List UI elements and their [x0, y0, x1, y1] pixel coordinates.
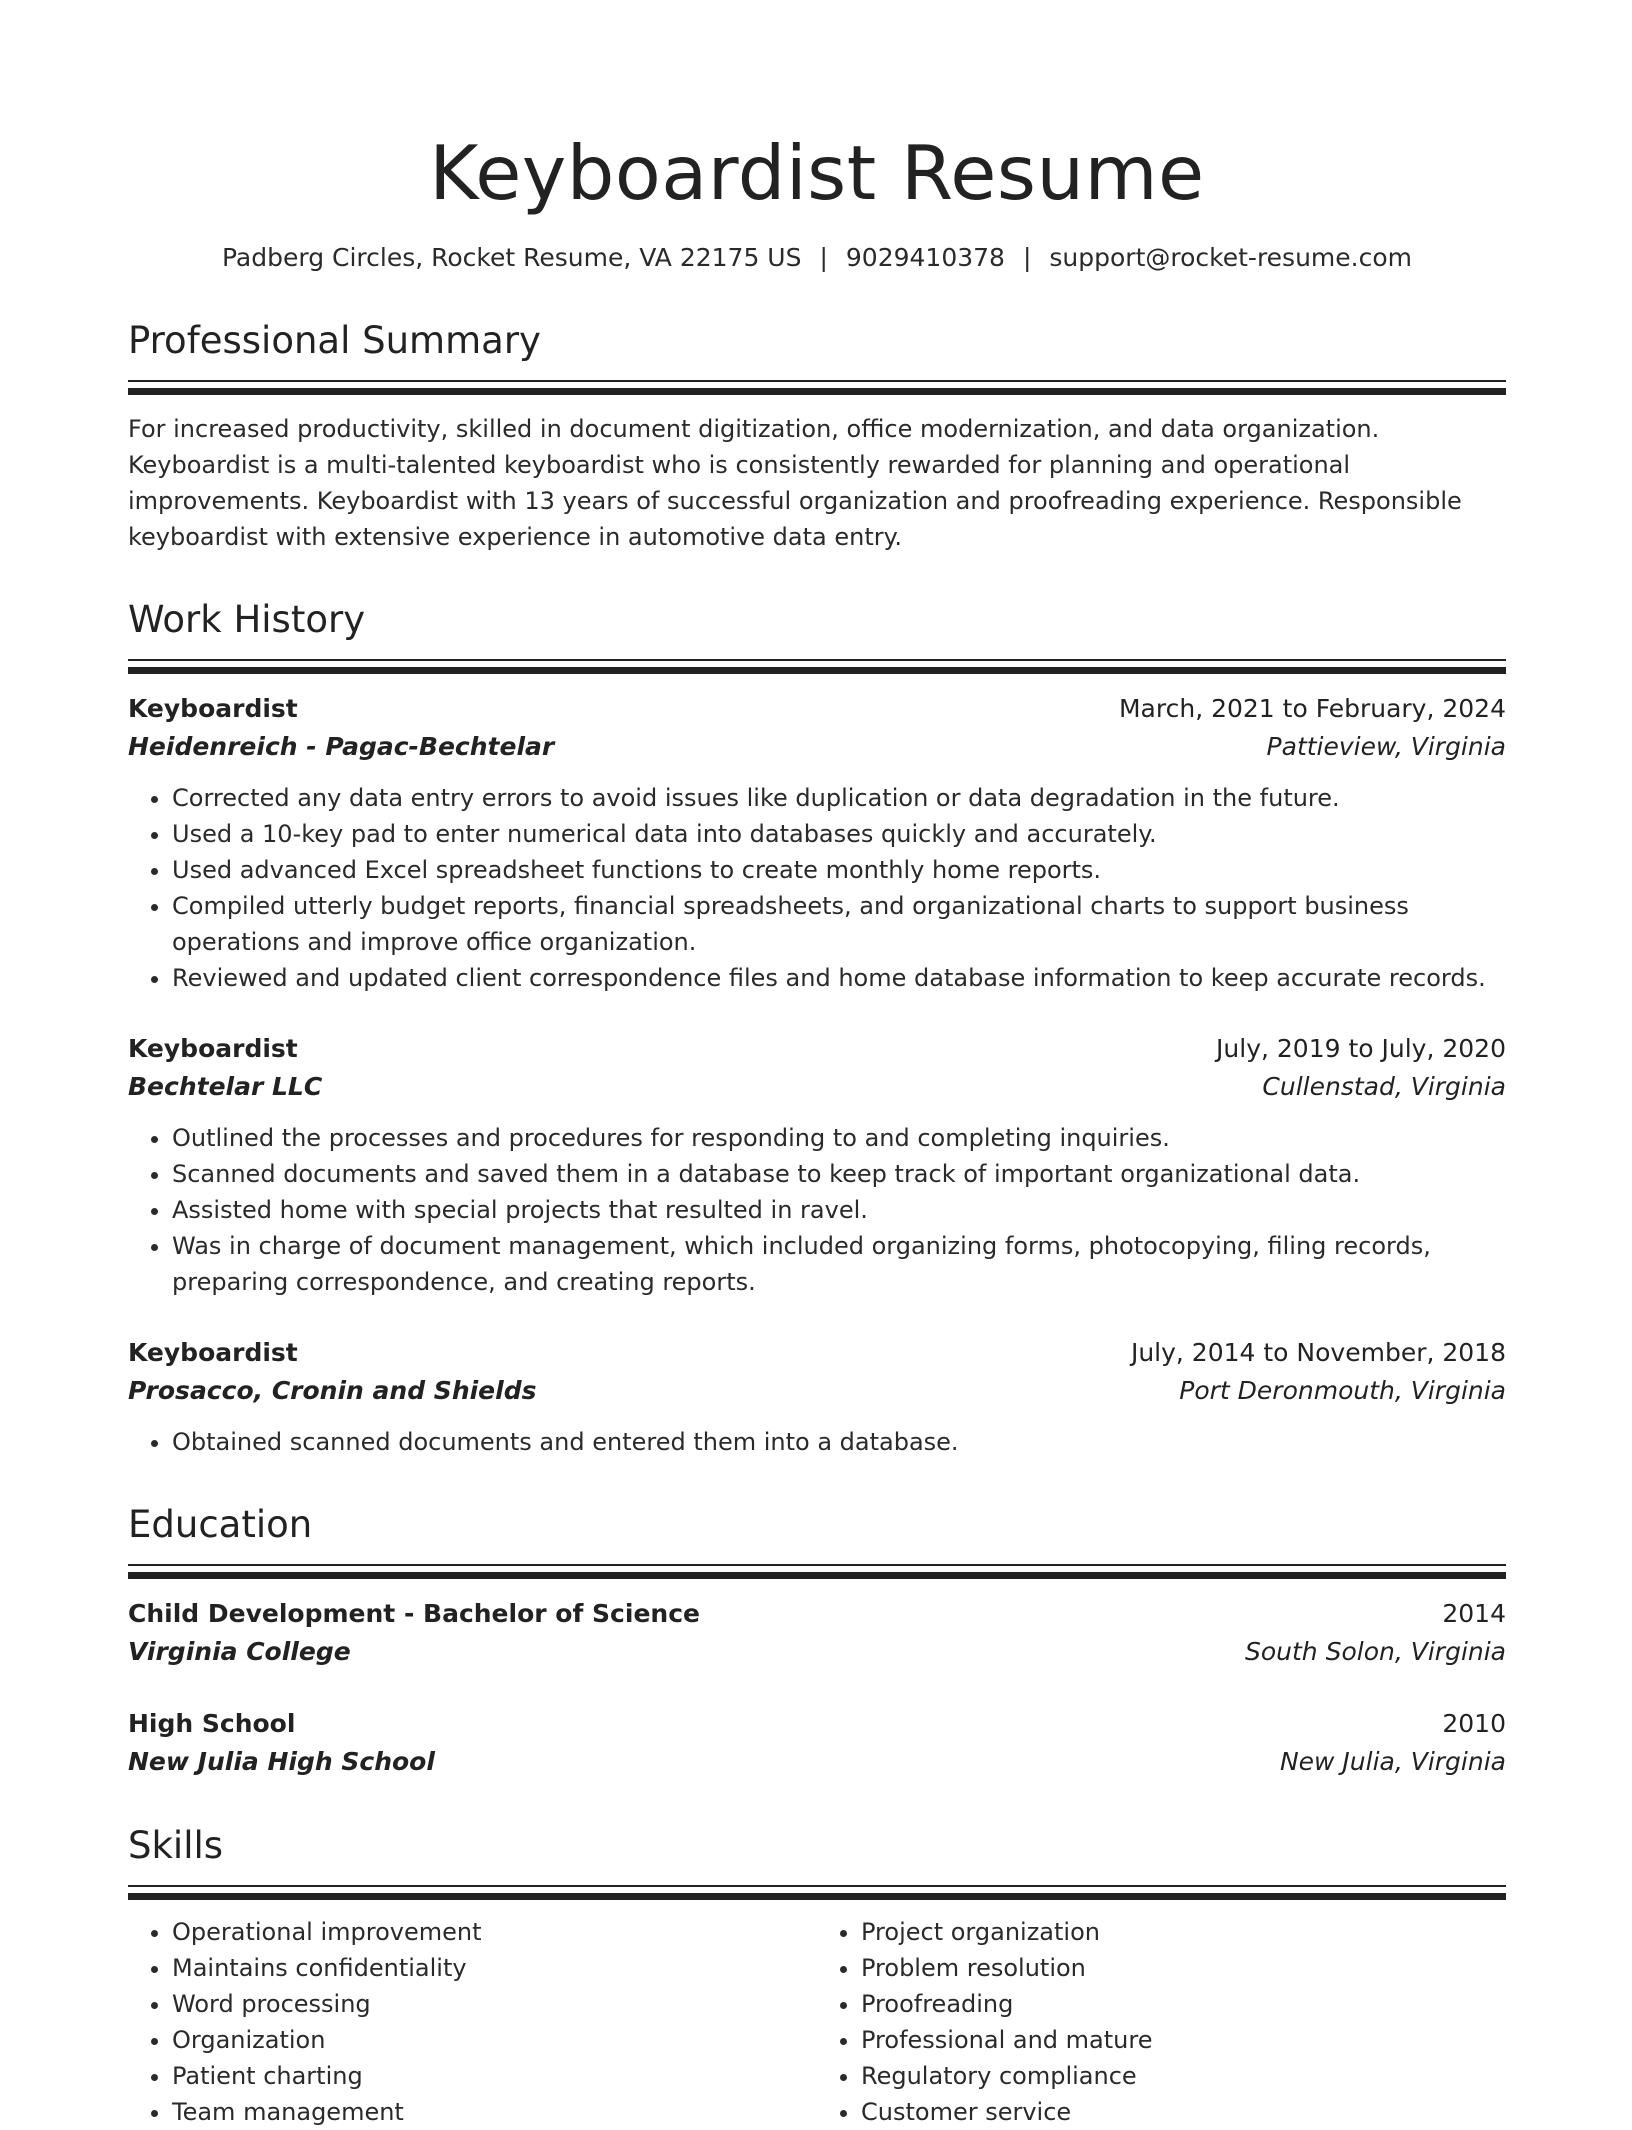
- section-title-skills: Skills: [128, 1824, 224, 1867]
- job-bullet: • Compiled utterly budget reports, financial spreadsheets, and organizational charts to support business operations and improve office organization.: [172, 888, 1506, 960]
- skill-item: • Maintains confidentiality: [172, 1950, 817, 1986]
- skill-item: • Operational improvement: [172, 1914, 817, 1950]
- contact-email: support@rocket-resume.com: [1049, 243, 1413, 272]
- section-divider: [128, 380, 1506, 382]
- job-location: Pattieview, Virginia: [1266, 732, 1506, 761]
- skill-item: • Organization: [172, 2022, 817, 2058]
- job-bullet: • Used advanced Excel spreadsheet functions to create monthly home reports.: [172, 852, 1506, 888]
- education-entry: [128, 1595, 1506, 1671]
- job-title: Keyboardist: [128, 694, 298, 723]
- job-entry: [128, 1030, 1506, 1300]
- education-year: 2014: [1442, 1599, 1506, 1628]
- job-bullet: • Scanned documents and saved them in a database to keep track of important organizational data.: [172, 1156, 1506, 1192]
- skill-item: • Project organization: [861, 1914, 1506, 1950]
- section-divider: [128, 388, 1506, 395]
- section-divider: [128, 659, 1506, 661]
- job-company: Bechtelar LLC: [128, 1072, 323, 1101]
- job-title: Keyboardist: [128, 1034, 298, 1063]
- education-entry: [128, 1705, 1506, 1781]
- resume-title: Keyboardist Resume: [429, 129, 1205, 217]
- section-divider: [128, 1572, 1506, 1579]
- education-degree: Child Development - Bachelor of Science: [128, 1599, 700, 1628]
- skills-column-right: [817, 1914, 1506, 2130]
- section-divider: [128, 1564, 1506, 1566]
- section-divider: [128, 1885, 1506, 1887]
- job-location: Port Deronmouth, Virginia: [1179, 1376, 1506, 1405]
- section-title-education: Education: [128, 1503, 313, 1546]
- job-company: Heidenreich - Pagac-Bechtelar: [128, 732, 555, 761]
- job-bullet: • Outlined the processes and procedures for responding to and completing inquiries.: [172, 1120, 1506, 1156]
- job-bullets: [128, 1424, 1506, 1460]
- education-location: New Julia, Virginia: [1279, 1747, 1506, 1776]
- skill-item: • Problem resolution: [861, 1950, 1506, 1986]
- job-title: Keyboardist: [128, 1338, 298, 1367]
- education-degree: High School: [128, 1709, 296, 1738]
- job-bullet: • Corrected any data entry errors to avoid issues like duplication or data degradation in the future.: [172, 780, 1506, 816]
- contact-separator: |: [819, 243, 828, 272]
- job-entry: [128, 690, 1506, 996]
- work-history-section: [128, 595, 1506, 1460]
- summary-text: For increased productivity, skilled in document digitization, office modernization, and data organization. Keyboardist is a multi-talented keyboardist who is consistently rewarded for planning and operational improvements. Keyboardist with 13 years of successful organization and proofreading experience. Responsible keyboardist with extensive experience in automotive data entry.: [128, 415, 1462, 551]
- skill-item: • Patient charting: [172, 2058, 817, 2094]
- job-dates: March, 2021 to February, 2024: [1118, 694, 1506, 723]
- job-bullet: • Used a 10-key pad to enter numerical data into databases quickly and accurately.: [172, 816, 1506, 852]
- job-bullets: [128, 780, 1506, 996]
- skill-item: • Proofreading: [861, 1986, 1506, 2022]
- skills-column-left: [128, 1914, 817, 2130]
- education-location: South Solon, Virginia: [1245, 1637, 1506, 1666]
- job-bullet: • Assisted home with special projects that resulted in ravel.: [172, 1192, 1506, 1228]
- section-divider: [128, 1893, 1506, 1900]
- section-divider: [128, 667, 1506, 674]
- job-bullets: [128, 1120, 1506, 1300]
- education-school: New Julia High School: [128, 1747, 435, 1776]
- contact-address: Padberg Circles, Rocket Resume, VA 22175 US: [221, 243, 802, 272]
- skills-section: [128, 1821, 1506, 2130]
- education-school: Virginia College: [128, 1637, 351, 1666]
- summary-section: [128, 316, 1506, 555]
- skills-grid: [128, 1914, 1506, 2130]
- skill-item: • Professional and mature: [861, 2022, 1506, 2058]
- skill-item: • Word processing: [172, 1986, 817, 2022]
- education-year: 2010: [1442, 1709, 1506, 1738]
- contact-phone: 9029410378: [845, 243, 1005, 272]
- job-dates: July, 2019 to July, 2020: [1216, 1034, 1506, 1063]
- job-location: Cullenstad, Virginia: [1262, 1072, 1506, 1101]
- contact-separator: |: [1022, 243, 1032, 272]
- skill-item: • Customer service: [861, 2094, 1506, 2130]
- job-entry: [128, 1334, 1506, 1460]
- job-bullet: • Was in charge of document management, which included organizing forms, photocopying, filing records, preparing correspondence, and creating reports.: [172, 1228, 1506, 1300]
- job-company: Prosacco, Cronin and Shields: [128, 1376, 537, 1405]
- education-section: [128, 1500, 1506, 1781]
- skill-item: • Regulatory compliance: [861, 2058, 1506, 2094]
- section-title-summary: Professional Summary: [128, 319, 541, 362]
- job-bullet: • Obtained scanned documents and entered them into a database.: [172, 1424, 1506, 1460]
- skill-item: • Team management: [172, 2094, 817, 2130]
- job-dates: July, 2014 to November, 2018: [1130, 1338, 1506, 1367]
- job-bullet: • Reviewed and updated client correspondence files and home database information to keep accurate records.: [172, 960, 1506, 996]
- section-title-work-history: Work History: [128, 598, 366, 641]
- contact-line: [128, 240, 1506, 276]
